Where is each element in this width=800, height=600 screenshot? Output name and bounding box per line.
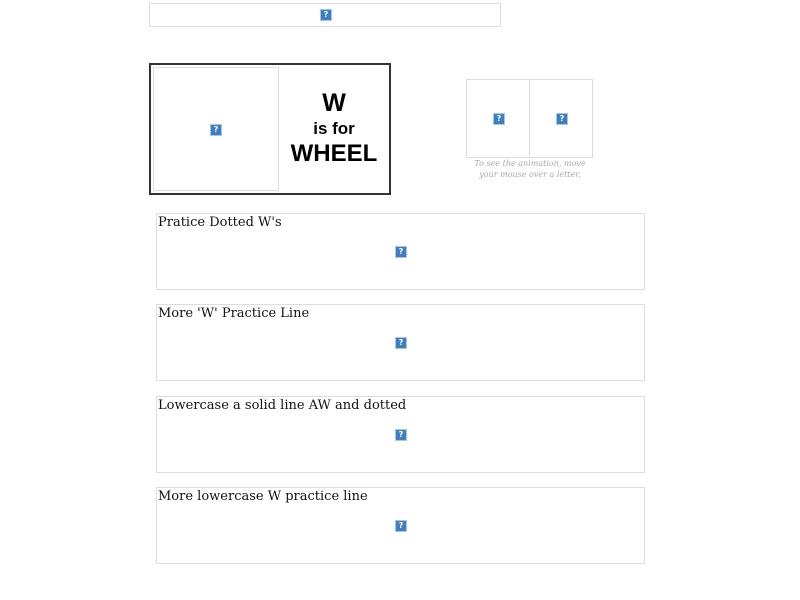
practice-title: More lowercase W practice line (158, 489, 368, 504)
animation-caption (456, 158, 604, 180)
broken-image-icon: ? (210, 124, 222, 136)
header-banner (149, 3, 501, 27)
letter-text (279, 65, 389, 193)
word: WHEEL (290, 140, 378, 167)
broken-image-icon: ? (395, 246, 407, 258)
practice-title: Pratice Dotted W's (158, 215, 282, 230)
letter-card (149, 63, 391, 195)
broken-image-icon: ? (395, 337, 407, 349)
broken-image-icon: ? (556, 113, 568, 125)
letter-image[interactable] (153, 67, 279, 191)
caption-line-2: your mouse over a letter. (479, 170, 581, 179)
practice-section (156, 396, 645, 473)
practice-section (156, 304, 645, 381)
practice-title: More 'W' Practice Line (158, 306, 310, 321)
animation-letter-2[interactable] (529, 79, 593, 158)
broken-image-icon: ? (493, 113, 505, 125)
broken-image-icon: ? (395, 429, 407, 441)
broken-image-icon: ? (395, 520, 407, 532)
animation-letter-1[interactable] (466, 79, 530, 158)
practice-title: Lowercase a solid line AW and dotted (158, 398, 407, 413)
letter: W (322, 89, 346, 117)
caption-line-1: To see the animation, move (474, 159, 586, 168)
practice-section (156, 487, 645, 564)
connector-text: is for (313, 119, 355, 138)
practice-section (156, 213, 645, 290)
broken-image-icon: ? (320, 9, 332, 21)
